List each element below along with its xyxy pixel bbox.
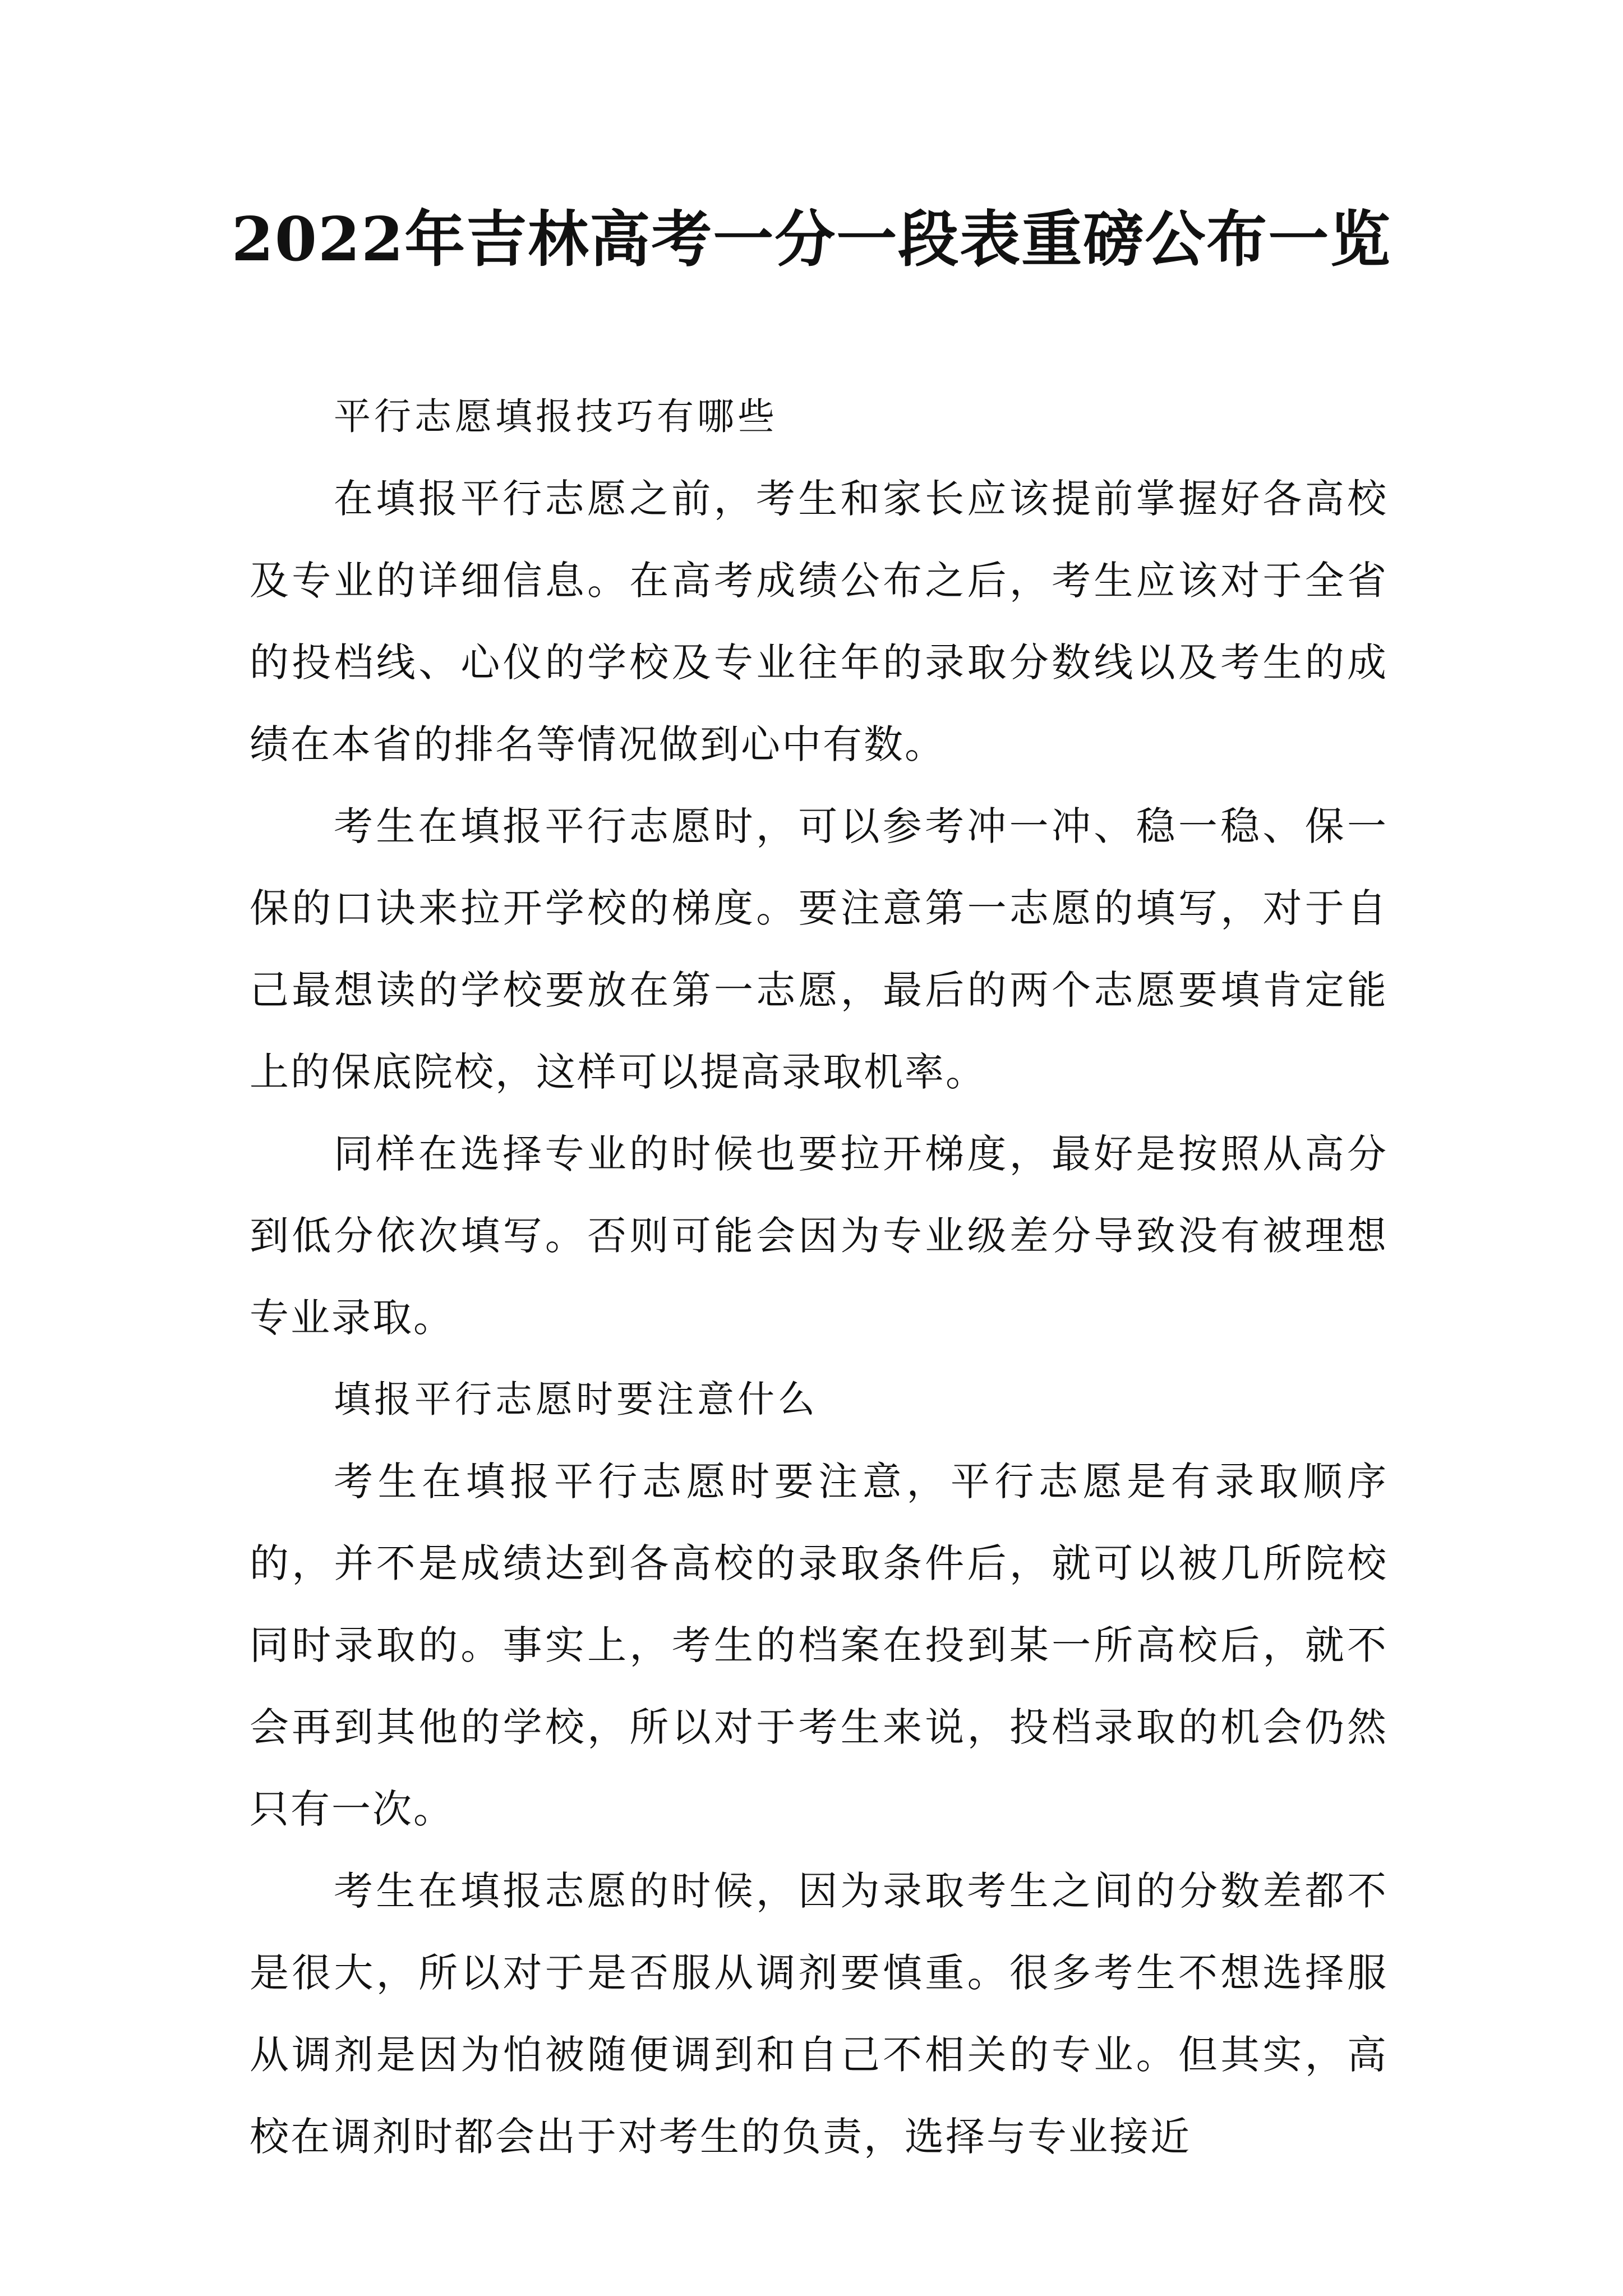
section-heading: 填报平行志愿时要注意什么 <box>334 1378 818 1421</box>
section-heading: 平行志愿填报技巧有哪些 <box>334 395 778 438</box>
paragraph: 同样在选择专业的时候也要拉开梯度，最好是按照从高分到低分依次填写。否则可能会因为专业级差分导致没有被理想专业录取。 <box>250 1131 1388 1341</box>
paragraph: 考生在填报平行志愿时要注意，平行志愿是有录取顺序的，并不是成绩达到各高校的录取条件后，就可以被几所院校同时录取的。事实上，考生的档案在投到某一所高校后，就不会再到其他的学校，所以对于考生来说，投档录取的机会仍然只有一次。 <box>250 1458 1388 1832</box>
document-title: 2022年吉林高考一分一段表重磅公布一览 <box>231 204 1392 275</box>
document-body <box>250 376 1388 2178</box>
paragraph: 考生在填报平行志愿时，可以参考冲一冲、稳一稳、保一保的口诀来拉开学校的梯度。要注意第一志愿的填写，对于自己最想读的学校要放在第一志愿，最后的两个志愿要填肯定能上的保底院校，这样可以提高录取机率。 <box>250 803 1388 1095</box>
paragraph: 考生在填报志愿的时候，因为录取考生之间的分数差都不是很大，所以对于是否服从调剂要慎重。很多考生不想选择服从调剂是因为怕被随便调到和自己不相关的专业。但其实，高校在调剂时都会出于对考生的负责，选择与专业接近 <box>250 1868 1388 2160</box>
paragraph: 在填报平行志愿之前，考生和家长应该提前掌握好各高校及专业的详细信息。在高考成绩公布之后，考生应该对于全省的投档线、心仪的学校及专业往年的录取分数线以及考生的成绩在本省的排名等情况做到心中有数。 <box>250 476 1388 767</box>
